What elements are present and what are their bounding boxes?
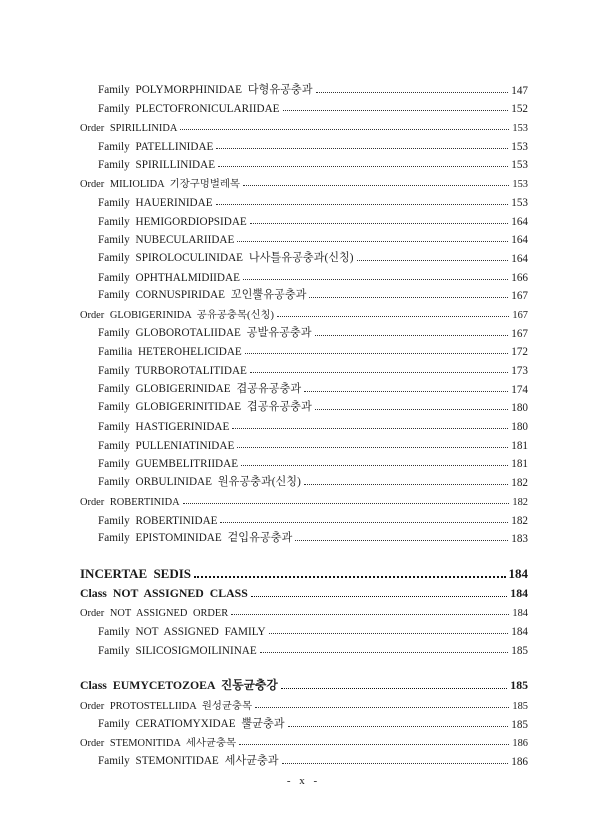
toc-entry-title: Family HEMIGORDIOPSIDAE xyxy=(98,215,247,228)
toc-entry-page: 185 xyxy=(512,701,528,712)
toc-entry-title: Family CERATIOMYXIDAE 뿔균충과 xyxy=(98,717,285,730)
toc-entry-page: 167 xyxy=(511,290,528,303)
dot-leader xyxy=(243,185,509,186)
toc-entry-page: 147 xyxy=(511,84,528,97)
toc-entry-title: Family STEMONITIDAE 세사균충과 xyxy=(98,755,279,768)
toc-entry-family xyxy=(80,97,528,116)
toc-entry-page: 182 xyxy=(511,514,528,527)
dot-leader xyxy=(245,353,508,354)
toc-entry-family xyxy=(80,470,528,489)
toc-entry-title: Family ORBULINIDAE 원유공충과(신칭) xyxy=(98,476,301,489)
toc-entry-title: Order MILIOLIDA 기장구멍벌레목 xyxy=(80,179,240,191)
dot-leader xyxy=(231,614,509,615)
toc-entry-order xyxy=(80,601,528,620)
toc-entry-title: Order PROTOSTELLIIDA 원성균충목 xyxy=(80,701,253,712)
toc-entry-page: 166 xyxy=(511,271,528,284)
dot-leader xyxy=(309,297,508,298)
toc-entry-order xyxy=(80,302,528,321)
toc-entry-title: Family TURBOROTALITIDAE xyxy=(98,365,247,377)
dot-leader xyxy=(255,707,509,708)
toc-entry-class-s xyxy=(80,675,528,694)
dot-leader xyxy=(304,484,508,485)
toc-entry-title: Family PATELLINIDAE xyxy=(98,140,214,153)
dot-leader xyxy=(315,335,509,336)
dot-leader xyxy=(218,166,508,167)
dot-leader xyxy=(315,409,508,410)
toc-entry-family xyxy=(80,321,528,340)
toc-entry-page: 164 xyxy=(511,234,528,247)
toc-entry-page: 152 xyxy=(511,103,528,116)
toc-entry-family xyxy=(80,433,528,452)
dot-leader xyxy=(241,465,508,466)
toc-entry-page: 153 xyxy=(511,196,528,209)
toc-entry-page: 181 xyxy=(511,439,528,452)
toc-entry-family xyxy=(80,265,528,284)
toc-entry-order xyxy=(80,115,528,134)
dot-leader xyxy=(237,241,508,242)
toc-entry-page: 185 xyxy=(510,678,528,693)
toc-entry-family xyxy=(80,153,528,172)
dot-leader xyxy=(295,540,508,541)
toc-entry-page: 186 xyxy=(512,738,528,750)
dot-leader xyxy=(237,447,508,448)
toc-entry-page: 167 xyxy=(512,309,528,321)
toc-entry-page: 181 xyxy=(511,458,528,471)
toc-entry-order xyxy=(80,171,528,190)
dot-leader xyxy=(251,596,508,597)
dot-leader xyxy=(216,148,508,149)
dot-leader xyxy=(283,110,509,111)
toc-entry-page: 184 xyxy=(508,565,528,581)
toc-entry-title: Family SPIROLOCULINIDAE 나사틀유공충과(신칭) xyxy=(98,251,354,264)
toc-entry-title: Order GLOBIGERINIDA 공유공충목(신칭) xyxy=(80,309,274,321)
toc-entry-page: 153 xyxy=(511,140,528,153)
dot-leader xyxy=(180,129,509,130)
toc-entry-title: Family SILICOSIGMOILININAE xyxy=(98,644,257,657)
dot-leader xyxy=(232,428,508,429)
dot-leader xyxy=(216,204,509,205)
toc-entry-order xyxy=(80,693,528,712)
toc-entry-family xyxy=(80,358,528,377)
toc-entry-page: 184 xyxy=(511,625,528,638)
toc-entry-title: Familia HETEROHELICIDAE xyxy=(98,346,242,359)
dot-leader xyxy=(282,763,509,764)
dot-leader xyxy=(316,92,509,93)
toc-entry-title: INCERTAE SEDIS xyxy=(80,565,192,581)
toc-entry-page: 180 xyxy=(511,421,528,434)
toc-entry-title: Order STEMONITIDA 세사균충목 xyxy=(80,738,237,750)
toc-entry-family xyxy=(80,452,528,471)
toc-entry-title: Family GLOBOROTALIIDAE 공발유공충과 xyxy=(98,326,312,339)
dot-leader xyxy=(220,522,508,523)
toc-entry-family xyxy=(80,228,528,247)
toc-entry-page: 185 xyxy=(511,718,528,731)
toc-entry-page: 184 xyxy=(512,608,528,620)
dot-leader xyxy=(269,633,509,634)
toc-entry-family xyxy=(80,209,528,228)
toc-entry-title: Family NUBECULARIIDAE xyxy=(98,234,235,247)
section-spacer xyxy=(80,545,528,563)
toc-entry-title: Family GLOBIGERINITIDAE 겹공유공충과 xyxy=(98,401,312,414)
toc-entry-title: Family ROBERTINIDAE xyxy=(98,514,218,527)
toc-entry-page: 183 xyxy=(511,533,528,546)
dot-leader xyxy=(250,223,508,224)
toc-entry-family xyxy=(80,396,528,415)
toc-entry-family xyxy=(80,638,528,657)
table-of-contents xyxy=(80,78,528,768)
toc-entry-order xyxy=(80,489,528,508)
dot-leader xyxy=(304,391,508,392)
toc-entry-page: 182 xyxy=(511,477,528,490)
toc-entry-page: 173 xyxy=(511,365,528,377)
toc-entry-family xyxy=(80,414,528,433)
toc-entry-page: 186 xyxy=(511,756,528,769)
toc-entry-title: Family HASTIGERINIDAE xyxy=(98,421,230,434)
toc-entry-title: Family NOT ASSIGNED FAMILY xyxy=(98,625,266,638)
toc-entry-family xyxy=(80,508,528,527)
toc-entry-page: 172 xyxy=(511,346,528,359)
page-number: - x - xyxy=(286,775,321,787)
section-spacer xyxy=(80,657,528,675)
dot-leader xyxy=(183,503,510,504)
toc-entry-family xyxy=(80,340,528,359)
toc-entry-title: Family POLYMORPHINIDAE 다형유공충과 xyxy=(98,83,313,96)
toc-entry-family xyxy=(80,190,528,209)
toc-entry-page: 182 xyxy=(512,496,528,508)
toc-entry-family xyxy=(80,527,528,546)
dot-leader xyxy=(243,279,508,280)
toc-entry-page: 184 xyxy=(510,585,528,600)
toc-entry-family xyxy=(80,246,528,265)
toc-entry-class-s xyxy=(80,582,528,601)
toc-entry-family xyxy=(80,712,528,731)
toc-entry-page: 180 xyxy=(511,402,528,415)
toc-entry-title: Family SPIRILLINIDAE xyxy=(98,159,216,172)
toc-entry-title: Order NOT ASSIGNED ORDER xyxy=(80,608,229,620)
toc-entry-family xyxy=(80,377,528,396)
toc-entry-page: 164 xyxy=(511,252,528,265)
toc-entry-title: Family EPISTOMINIDAE 겉입유공충과 xyxy=(98,532,293,545)
toc-entry-title: Family PULLENIATINIDAE xyxy=(98,439,235,452)
toc-entry-page: 167 xyxy=(511,327,528,340)
toc-entry-title: Family GUEMBELITRIIDAE xyxy=(98,458,239,471)
toc-entry-title: Family GLOBIGERINIDAE 겹공유공충과 xyxy=(98,382,302,395)
dot-leader xyxy=(281,688,508,689)
dot-leader xyxy=(250,372,508,373)
toc-entry-order xyxy=(80,731,528,750)
toc-entry-page: 185 xyxy=(511,644,528,657)
toc-entry-title: Order SPIRILLINIDA xyxy=(80,123,178,135)
toc-entry-page: 153 xyxy=(511,159,528,172)
toc-entry-title: Family HAUERINIDAE xyxy=(98,196,213,209)
toc-entry-family xyxy=(80,749,528,768)
toc-entry-title: Family PLECTOFRONICULARIIDAE xyxy=(98,103,280,116)
toc-entry-family xyxy=(80,78,528,97)
dot-leader xyxy=(357,260,509,261)
toc-entry-title: Family CORNUSPIRIDAE 꼬인뿔유공충과 xyxy=(98,289,307,302)
toc-entry-title: Order ROBERTINIDA xyxy=(80,496,180,508)
toc-entry-page: 153 xyxy=(512,123,528,135)
dot-leader xyxy=(288,726,509,727)
toc-entry-page: 174 xyxy=(511,383,528,396)
toc-entry-title: Class EUMYCETOZOEA 진동균충강 xyxy=(80,678,278,693)
toc-entry-title: Class NOT ASSIGNED CLASS xyxy=(80,585,248,600)
toc-entry-family xyxy=(80,619,528,638)
toc-entry-title: Family OPHTHALMIDIIDAE xyxy=(98,271,240,284)
toc-entry-page: 164 xyxy=(511,215,528,228)
dot-leader xyxy=(260,652,509,653)
toc-entry-family xyxy=(80,284,528,303)
dot-leader xyxy=(239,744,509,745)
toc-entry-class xyxy=(80,563,528,582)
dot-leader xyxy=(277,316,509,317)
toc-entry-family xyxy=(80,134,528,153)
dot-leader xyxy=(194,576,505,578)
toc-entry-page: 153 xyxy=(512,179,528,191)
